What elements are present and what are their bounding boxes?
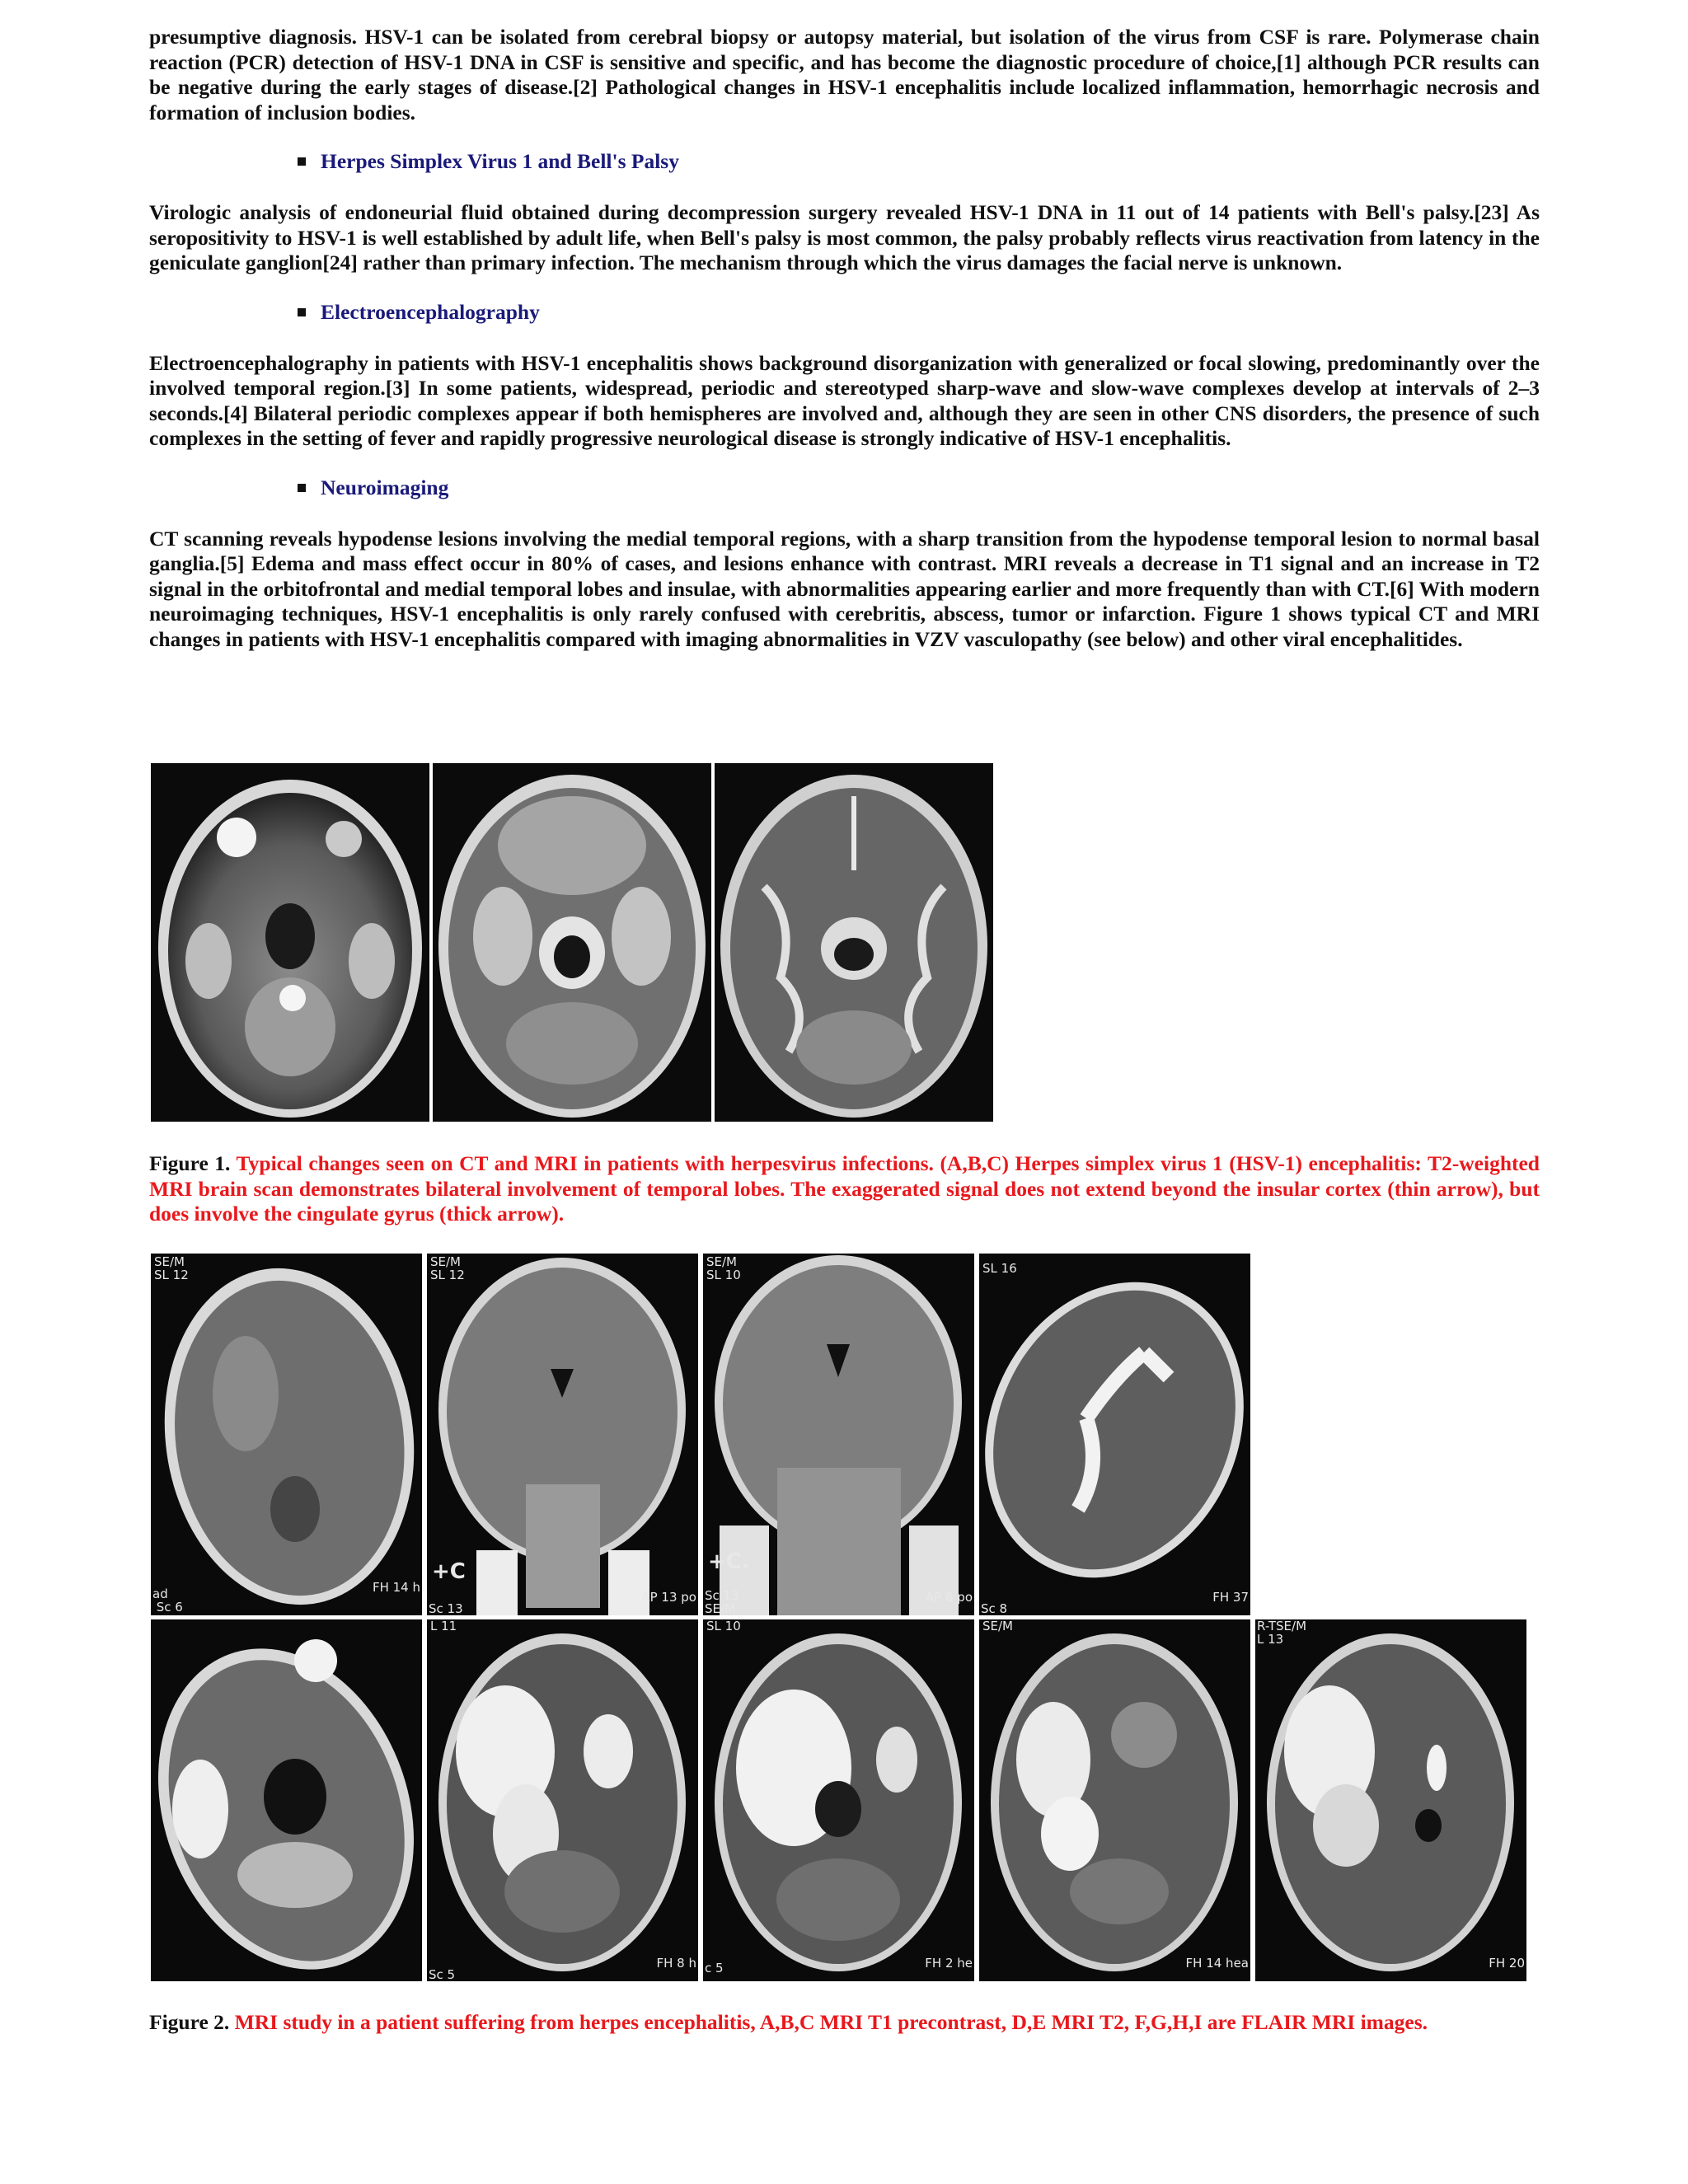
- figure-1-images: [151, 763, 993, 1122]
- scan-label-bottom-right: FH 8 h: [656, 1956, 696, 1971]
- figure-1-caption: [149, 1151, 1540, 1227]
- mri-image-f: [427, 1619, 698, 1981]
- mri-image-a: [151, 763, 429, 1122]
- mri-image-b: [433, 763, 711, 1122]
- scan-label-bottom-left: c 5: [705, 1961, 724, 1975]
- paragraph-neuroimaging: CT scanning reveals hypodense lesions involving the medial temporal regions, with a sharp transition from the hypodense temporal lesion to normal basal ganglia.[5] Edema and mass effect occur in 80% of cases, and lesions enhance with contrast. MRI reveals a decrease in T1 signal and an increase in T2 signal in the orbitofrontal and medial temporal lobes and insulae, with abnormalities appearing earlier and more frequently than with CT.[6] With modern neuroimaging techniques, HSV-1 encephalitis is only rarely confused with cerebritis, abscess, tumor or infarction. Figure 1 shows typical CT and MRI changes in patients with HSV-1 encephalitis compared with imaging abnormalities in VZV vasculopathy (see below) and other viral encephalitides.: [149, 526, 1540, 651]
- scan-label-top: SE/M SL 12: [430, 1254, 465, 1282]
- mri-image-h: [979, 1619, 1250, 1981]
- bullet-icon: [298, 484, 306, 492]
- mri-image-e: [151, 1619, 422, 1981]
- section-heading-label: Electroencephalography: [321, 299, 540, 324]
- scan-label-bottom-right: FH 14 h: [372, 1580, 420, 1595]
- mri-image-g: [703, 1619, 974, 1981]
- scan-label-top: SE/M: [982, 1619, 1013, 1633]
- figure-1-label: Figure 1.: [149, 1151, 231, 1175]
- scan-label-bottom-right: FH 20: [1489, 1956, 1525, 1971]
- scan-label-bottom-left: ad Sc 6: [152, 1586, 183, 1615]
- section-heading-neuroimaging[interactable]: [149, 476, 1540, 500]
- paragraph-bells-palsy: Virologic analysis of endoneurial fluid obtained during decompression surgery revealed HSV-1 DNA in 11 out of 14 patients with Bell's palsy.[23] As seropositivity to HSV-1 is well established by adult life, when Bell's palsy is most common, the palsy probably reflects virus reactivation from latency in the geniculate ganglion[24] rather than primary infection. The mechanism through which the virus damages the facial nerve is unknown.: [149, 200, 1540, 274]
- paragraph-intro: presumptive diagnosis. HSV-1 can be isolated from cerebral biopsy or autopsy material, but isolation of the virus from CSF is rare. Polymerase chain reaction (PCR) detection of HSV-1 DNA in CSF is sensitive and specific, and has become the diagnostic procedure of choice,[1] although PCR results can be negative during the early stages of disease.[2] Pathological changes in HSV-1 encephalitis include localized inflammation, hemorrhagic necrosis and formation of inclusion bodies.: [149, 25, 1540, 124]
- article-page: [149, 25, 1540, 652]
- bullet-icon: [298, 157, 306, 166]
- figure-2-label: Figure 2.: [149, 2010, 230, 2034]
- figure-2-row-2: [151, 1619, 1526, 1981]
- scan-label-bottom-right: FH 37: [1212, 1590, 1249, 1605]
- scan-label-top: SE/M SL 10: [706, 1254, 741, 1282]
- section-heading-label: Herpes Simplex Virus 1 and Bell's Palsy: [321, 149, 679, 173]
- scan-mark: +C.: [708, 1549, 750, 1574]
- mri-image-c: [715, 763, 993, 1122]
- bullet-icon: [298, 308, 306, 316]
- scan-label-top: SL 16: [982, 1261, 1017, 1276]
- scan-label-bottom-left: Sc 13: [429, 1601, 463, 1615]
- paragraph-eeg: Electroencephalography in patients with HSV-1 encephalitis shows background disorganization with generalized or focal slowing, predominantly over the involved temporal region.[3] In some patients, widespread, periodic and stereotyped sharp-wave and slow-wave complexes develop at intervals of 2–3 seconds.[4] Bilateral periodic complexes appear if both hemispheres are involved and, although they are seen in other CNS disorders, the presence of such complexes in the setting of fever and rapidly progressive neurological disease is strongly indicative of HSV-1 encephalitis.: [149, 350, 1540, 450]
- scan-label-bottom-left: Sc 13 SE/M: [705, 1588, 739, 1615]
- mri-image-b: [427, 1254, 698, 1615]
- scan-label-top: L 11: [430, 1619, 457, 1633]
- figure-2-caption-text: MRI study in a patient suffering from herpes encephalitis, A,B,C MRI T1 precontrast, D,E MRI T2, F,G,H,I are FLAIR MRI images.: [234, 2010, 1428, 2034]
- scan-label-bottom-right: AP 13 po: [641, 1590, 696, 1605]
- mri-image-a: [151, 1254, 422, 1615]
- scan-label-bottom-right: FH 14 hea: [1185, 1956, 1249, 1971]
- scan-label-top: SL 10: [706, 1619, 741, 1633]
- scan-label-top: R-TSE/M L 13: [1257, 1619, 1307, 1647]
- scan-label-bottom-right: FH 2 he: [925, 1956, 973, 1971]
- scan-label-top: SE/M SL 12: [154, 1254, 189, 1282]
- mri-image-c: [703, 1254, 974, 1615]
- section-heading-label: Neuroimaging: [321, 475, 449, 499]
- section-heading-eeg[interactable]: [149, 300, 1540, 325]
- figure-2-row-1: [151, 1254, 1250, 1615]
- scan-label-bottom-right: AP 8 po: [925, 1590, 973, 1605]
- figure-2-caption: [149, 2010, 1540, 2036]
- mri-image-d: [979, 1254, 1250, 1615]
- figure-1-caption-text: Typical changes seen on CT and MRI in patients with herpesvirus infections. (A,B,C) Herpes simplex virus 1 (HSV-1) encephalitis: T2-weighted MRI brain scan demonstrates bilateral involvement of temporal lobes. The exaggerated signal does not extend beyond the insular cortex (thin arrow), but does involve the cingulate gyrus (thick arrow).: [149, 1151, 1540, 1226]
- scan-mark: +C: [432, 1559, 466, 1584]
- section-heading-bells-palsy[interactable]: [149, 149, 1540, 174]
- mri-image-i: [1255, 1619, 1526, 1981]
- scan-label-bottom-left: Sc 5: [429, 1967, 456, 1981]
- scan-label-bottom-left: Sc 8: [981, 1601, 1008, 1615]
